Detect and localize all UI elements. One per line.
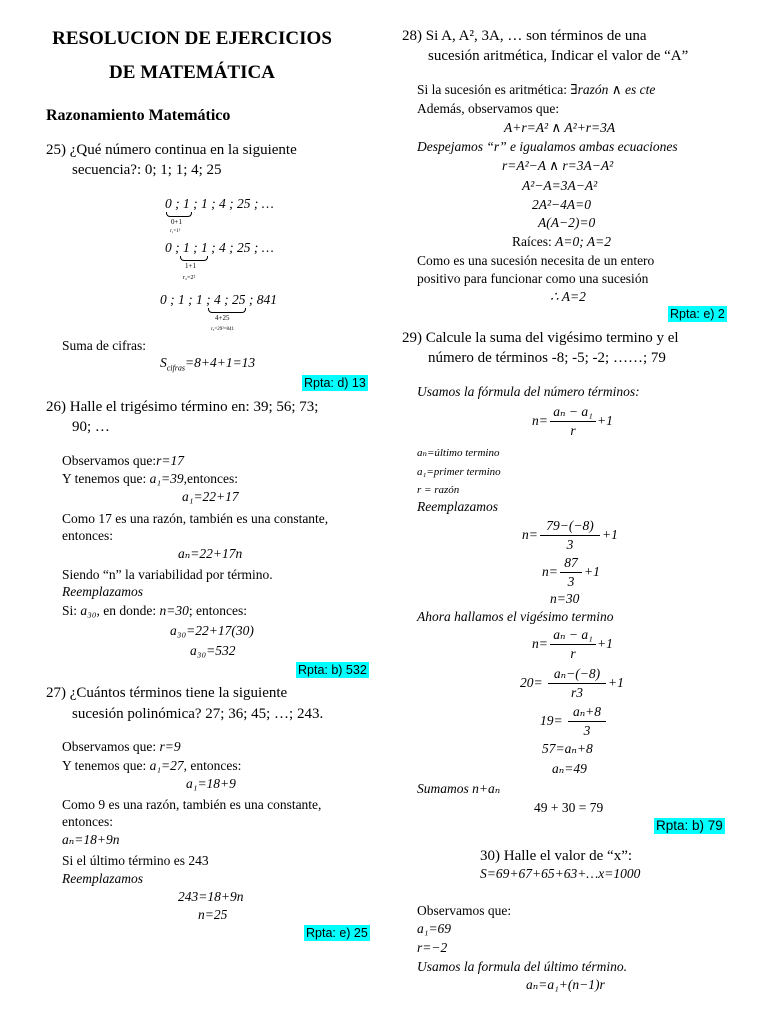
q29-answer-badge: Rpta: b) 79 [656, 818, 723, 833]
q28-eq5: A(A−2)=0 [538, 215, 596, 230]
q25-statement-line2: secuencia?: 0; 1; 1; 4; 25 [72, 162, 222, 178]
q28-eq3: A²−A=3A−A² [522, 178, 598, 193]
q26-reemplazamos: Reemplazamos [62, 584, 143, 599]
q29-v4: aₙ=49 [552, 761, 587, 776]
q29-r1-plus: +1 [602, 527, 618, 542]
q29-reemplazamos: Reemplazamos [417, 499, 498, 514]
q30-equation: S=69+67+65+63+…x=1000 [480, 866, 641, 881]
q27-tenemos: Y tenemos que: a₁=27, entonces: [62, 758, 242, 773]
q29-formula-den: r [570, 423, 576, 438]
q27-statement-line1: 27) ¿Cuántos términos tiene la siguiente [46, 685, 288, 701]
q28-como-line2: positivo para funcionar como una sucesión [417, 271, 649, 286]
q29-r1-lhs: n= [522, 527, 538, 542]
q29-r1-bar [540, 535, 600, 536]
q29-v1-bar [548, 683, 606, 684]
q29-def-r: r = razón [417, 484, 460, 496]
q29-statement-line1: 29) Calcule la suma del vigésimo termino y el [402, 330, 679, 346]
q25-brace-2 [180, 256, 208, 261]
q26-statement-line2: 90; … [72, 419, 110, 435]
doc-title-line1: RESOLUCION DE EJERCICIOS [52, 28, 332, 49]
q26-answer-badge: Rpta: b) 532 [298, 663, 367, 677]
q29-v2-den: 3 [583, 723, 591, 738]
q26-eq3: a₃₀=22+17(30) [170, 623, 254, 638]
q26-como-line2: entonces: [62, 528, 113, 543]
q27-si: Si el último término es 243 [62, 853, 209, 868]
q26-si-line: Si: a₃₀, en donde: n=30; entonces: [62, 603, 248, 618]
q30-usamos: Usamos la formula del último término. [417, 959, 628, 974]
q25-brace-3 [208, 308, 246, 313]
q27-como-line1: Como 9 es una razón, también es una constante, [62, 797, 322, 812]
q25-statement-line1: 25) ¿Qué número continua en la siguiente [46, 142, 297, 158]
q26-eq4: a₃₀=532 [190, 643, 236, 658]
q25-scifras-eq: $S_{cifras}=8+4+1=13$ [160, 355, 256, 373]
q28-si-line: Si la sucesión es aritmética: ∃razón ∧ es cte [417, 82, 656, 97]
q25-sub-2b: r₂=2² [183, 275, 196, 281]
q30-a1: a₁=69 [417, 921, 452, 936]
q25-sub-1a: 0+1 [171, 218, 182, 226]
q25-suma-label: Suma de cifras: [62, 338, 146, 353]
q29-v1-den: r3 [570, 685, 583, 700]
q29-statement-line2: número de términos -8; -5; -2; ……; 79 [428, 350, 666, 366]
q29-vf-den: r [570, 646, 576, 661]
q26-eq2: aₙ=22+17n [178, 546, 243, 561]
q29-v2-lhs: 19= [540, 713, 563, 728]
q25-brace-1 [166, 212, 192, 217]
q29-formula-plus: +1 [597, 413, 613, 428]
q29-vf-plus: +1 [597, 636, 613, 651]
q28-despejamos: Despejamos “r” e igualamos ambas ecuaciones [417, 139, 678, 154]
q26-observamos: Observamos que:r=17 [62, 453, 184, 468]
q29-formula-bar [550, 421, 596, 422]
q26-tenemos: Y tenemos que: a₁=39,entonces: [62, 471, 239, 486]
q29-vf-bar [550, 644, 596, 645]
q29-v1-plus: +1 [608, 675, 624, 690]
q29-ahora: Ahora hallamos el vigésimo termino [417, 609, 614, 624]
q28-eq2: r=A²−A ∧ r=3A−A² [502, 158, 614, 173]
q29-r2-den: 3 [567, 574, 575, 589]
q28-como-line1: Como es una sucesión necesita de un entero [417, 253, 655, 268]
q27-answer-badge: Rpta: e) 25 [306, 926, 368, 940]
q28-eq6: ∴ A=2 [550, 289, 586, 304]
q26-statement-line1: 26) Halle el trigésimo término en: 39; 56; 73; [46, 399, 319, 415]
q25-sub-3b: r₃=29²=841 [211, 327, 235, 332]
q29-formula-num: aₙ − a₁ [553, 404, 593, 419]
q30-formula: aₙ=a₁+(n−1)r [526, 977, 605, 992]
q27-eq2: aₙ=18+9n [62, 832, 120, 847]
q29-r1-num: 79−(−8) [546, 518, 594, 533]
q28-answer-badge: Rpta: e) 2 [670, 307, 725, 321]
q27-reemplazamos: Reemplazamos [62, 871, 143, 886]
q30-r: r=−2 [417, 940, 448, 955]
q29-v3: 57=aₙ+8 [542, 741, 593, 756]
q25-sub-1b: r₁=1² [170, 229, 181, 234]
q26-eq1: a₁=22+17 [182, 489, 239, 504]
q29-v1-lhs: 20= [520, 675, 543, 690]
doc-title-line2: DE MATEMÁTICA [109, 62, 275, 83]
q27-eq3: 243=18+9n [178, 889, 244, 904]
q27-observamos: Observamos que: r=9 [62, 739, 181, 754]
q28-statement-line1: 28) Si A, A², 3A, … son términos de una [402, 28, 647, 44]
q29-vf-num: aₙ − a₁ [553, 627, 593, 642]
q27-eq1: a₁=18+9 [186, 776, 236, 791]
q27-eq4: n=25 [198, 907, 228, 922]
q29-r2-lhs: n= [542, 564, 558, 579]
q29-v1-num: aₙ−(−8) [553, 666, 601, 681]
q25-sub-3a: 4+25 [215, 314, 230, 322]
q28-eq4: 2A²−4A=0 [532, 197, 592, 212]
q27-como-line2: entonces: [62, 814, 113, 829]
q25-sub-2a: 1+1 [185, 262, 196, 270]
q29-formula-lhs: n= [532, 413, 548, 428]
q28-ademas: Además, observamos que: [417, 101, 560, 116]
q29-v2-bar [568, 721, 606, 722]
q28-statement-line2: sucesión aritmética, Indicar el valor de “A” [428, 48, 689, 64]
q30-statement: 30) Halle el valor de “x”: [480, 848, 633, 864]
q26-como-line1: Como 17 es una razón, también es una constante, [62, 511, 329, 526]
q25-sequence-1: 0 ; 1 ; 1 ; 4 ; 25 ; … [165, 196, 274, 211]
q29-def-a1: a₁=primer termino [417, 466, 501, 478]
q29-r1-den: 3 [566, 537, 574, 552]
q25-sequence-2: 0 ; 1 ; 1 ; 4 ; 25 ; … [165, 240, 274, 255]
q29-r2-num: 87 [564, 555, 578, 570]
q25-answer-badge: Rpta: d) 13 [304, 376, 366, 390]
q29-sumamos: Sumamos n+aₙ [417, 781, 501, 796]
q26-siendo: Siendo “n” la variabilidad por término. [62, 567, 273, 582]
q29-vf-lhs: n= [532, 636, 548, 651]
section-heading: Razonamiento Matemático [46, 107, 231, 124]
q25-sequence-3: 0 ; 1 ; 1 ; 4 ; 25 ; 841 [160, 292, 277, 307]
q29-def-an: aₙ=último termino [417, 447, 500, 459]
q29-n30: n=30 [550, 591, 580, 606]
q28-raices: Raíces: A=0; A=2 [512, 234, 611, 249]
q29-v2-num: aₙ+8 [572, 704, 602, 719]
q29-r2-bar [560, 572, 582, 573]
q29-r2-plus: +1 [584, 564, 600, 579]
q28-eq1: A+r=A² ∧ A²+r=3A [504, 120, 616, 135]
q29-usamos: Usamos la fórmula del número términos: [417, 384, 640, 399]
q29-total: 49 + 30 = 79 [534, 800, 604, 815]
q27-statement-line2: sucesión polinómica? 27; 36; 45; …; 243. [72, 706, 324, 722]
q30-observamos: Observamos que: [417, 903, 512, 918]
